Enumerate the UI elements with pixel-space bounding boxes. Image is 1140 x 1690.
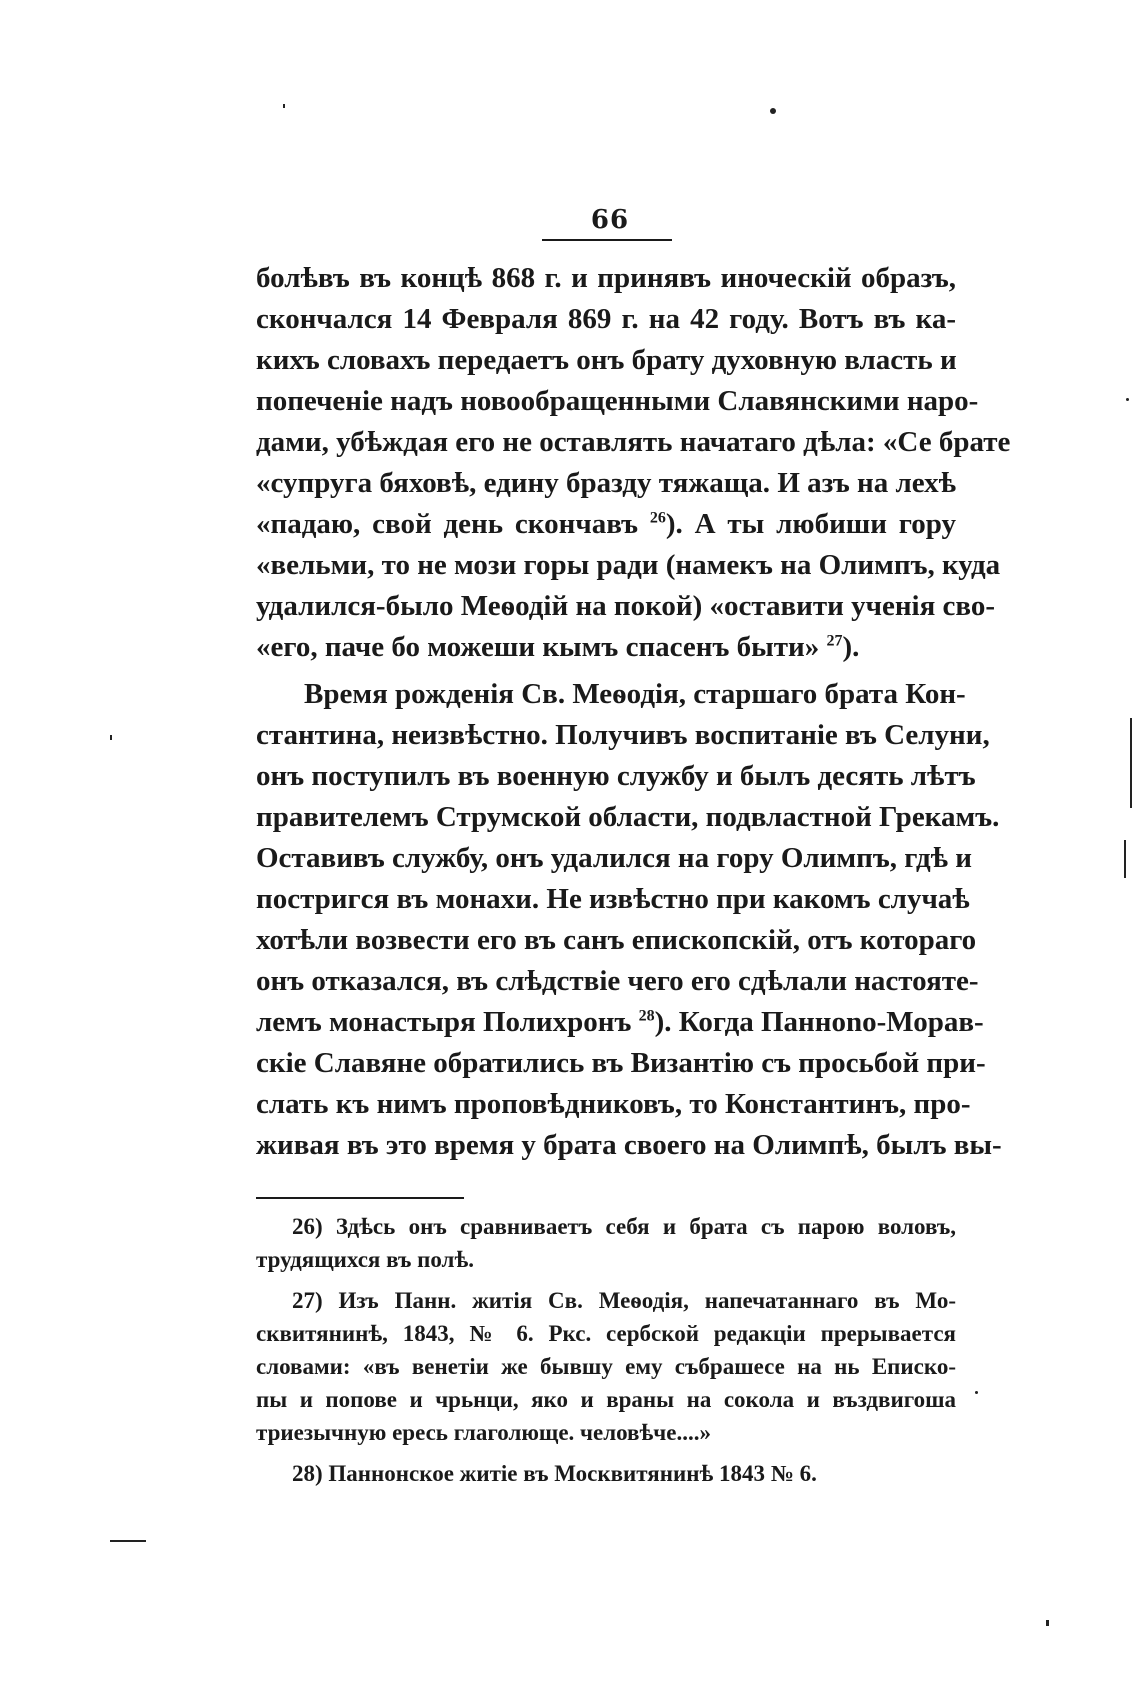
text-line: стантина, неизвѣстно. Получивъ воспитаніе въ Селуни, xyxy=(256,719,990,751)
text-line: «супруга бяховѣ, едину бразду тяжаща. И азъ на лехѣ xyxy=(256,467,956,499)
footnote-rule xyxy=(256,1197,464,1199)
footnote-ref-26: 26 xyxy=(649,509,666,527)
text-line: слать къ нимъ проповѣдниковъ, то Константинъ, про- xyxy=(256,1088,971,1120)
text-line xyxy=(256,1002,984,1043)
scan-speck xyxy=(110,735,112,740)
text-line xyxy=(256,504,956,545)
scan-speck xyxy=(1046,1620,1049,1626)
footnote-ref-28: 28 xyxy=(638,1007,655,1025)
scan-edge-mark xyxy=(110,1540,146,1542)
text-segment: лемъ монастыря Полихронъ xyxy=(256,1006,632,1038)
text-line: скіе Славяне обратились въ Византію съ просьбой при- xyxy=(256,1047,986,1079)
scan-speck xyxy=(770,108,776,114)
text-line: Оставивъ службу, онъ удалился на гору Олимпъ, гдѣ и xyxy=(256,842,972,874)
text-line: живая въ это время у брата своего на Олимпѣ, былъ вы- xyxy=(256,1129,1002,1161)
text-line: кихъ словахъ передаетъ онъ брату духовную власть и xyxy=(256,344,957,376)
text-line: скончался 14 Февраля 869 г. на 42 году. Вотъ въ ка- xyxy=(256,303,956,335)
footnote-26-line: трудящихся въ полѣ. xyxy=(256,1247,475,1272)
scan-speck xyxy=(975,1391,978,1394)
text-line: постригся въ монахи. Не извѣстно при какомъ случаѣ xyxy=(256,883,970,915)
footnote-27-line: 27) Изъ Панн. житія Св. Меѳодія, напечатаннаго въ Мо- xyxy=(292,1288,956,1313)
text-segment: ). А ты любиши гору xyxy=(665,508,957,540)
text-line: онъ отказался, въ слѣдствіе чего его сдѣлали настояте- xyxy=(256,965,979,997)
page-number: 66 xyxy=(590,205,630,235)
footnote-27-line: сквитянинѣ, 1843, № 6. Ркс. сербской редакціи прерывается xyxy=(256,1321,956,1346)
scan-edge-mark xyxy=(1124,840,1126,878)
footnote-ref-27: 27 xyxy=(826,632,843,650)
footnote-26-line: 26) Здѣсь онъ сравниваетъ себя и брата съ парою воловъ, xyxy=(292,1214,956,1239)
text-segment: «его, паче бо можеши кымъ спасенъ быти» xyxy=(256,631,820,663)
scan-edge-mark xyxy=(1130,718,1132,808)
text-line: правителемъ Струмской области, подвластной Грекамъ. xyxy=(256,801,1000,833)
text-line: дами, убѣждая его не оставлять начатаго дѣла: «Се брате xyxy=(256,426,1011,458)
text-line: болѣвъ въ концѣ 868 г. и принявъ иноческій образъ, xyxy=(256,262,956,294)
text-line: онъ поступилъ въ военную службу и былъ десять лѣтъ xyxy=(256,760,976,792)
footnote-27-line: пы и попове и чрьнци, яко и враны на сокола и въздвигоша xyxy=(256,1387,956,1412)
footnote-27-line: триезычную ересь глаголюще. человѣче....» xyxy=(256,1420,711,1445)
footnotes xyxy=(256,1210,956,1490)
text-segment: «падаю, свой день скончавъ xyxy=(256,508,639,540)
text-line: хотѣли возвести его въ санъ епископскій, отъ котораго xyxy=(256,924,977,956)
main-text xyxy=(256,258,1011,1166)
text-line xyxy=(256,627,956,668)
scan-speck xyxy=(283,104,285,108)
scan-speck xyxy=(1126,398,1129,401)
text-line: удалился-было Меѳодій на покой) «оставити ученія сво- xyxy=(256,590,996,622)
text-segment: ). Когда Паннono-Морав- xyxy=(654,1006,984,1038)
page-number-rule xyxy=(542,239,672,241)
footnote-28-line: 28) Паннонское житіе въ Москвитянинѣ 1843 № 6. xyxy=(292,1461,817,1486)
text-line: Время рожденія Св. Меѳодія, старшаго брата Кон- xyxy=(304,678,966,710)
footnote-27-line: словами: «въ венетіи же бывшу ему събрашесе на нь Еписко- xyxy=(256,1354,956,1379)
text-segment: ). xyxy=(842,631,860,663)
text-line: «вельми, то не мози горы ради (намекъ на Олимпъ, куда xyxy=(256,549,1001,581)
text-line: попеченіе надъ новообращенными Славянскими наро- xyxy=(256,385,979,417)
